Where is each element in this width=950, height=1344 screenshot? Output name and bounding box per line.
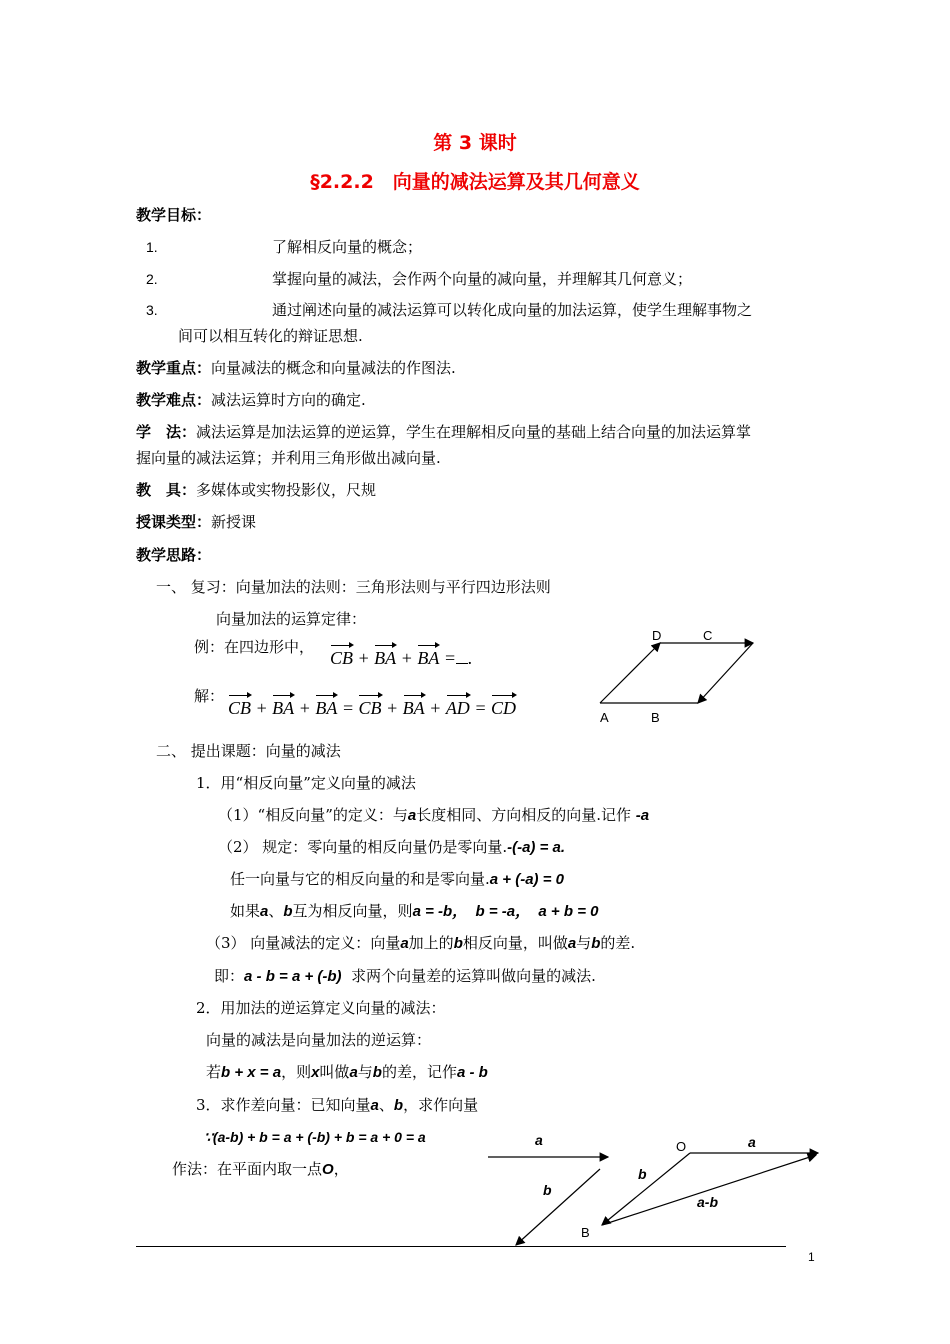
vector-term: CB	[228, 698, 252, 718]
vector-difference-figure	[480, 1125, 830, 1250]
vector-symbol: -a	[635, 807, 650, 824]
part2-heading: 二、 提出课题：向量的减法	[156, 742, 341, 760]
vector-symbol: b	[393, 1097, 404, 1114]
operator: =	[474, 698, 487, 718]
method-text: 减法运算是加法运算的逆运算，学生在理解相反向量的基础上结合向量的加法运算掌	[196, 423, 752, 441]
because-formula: ∵(a-b) + b = a + (-b) + b = a + 0 = a	[204, 1129, 426, 1145]
text: 即：	[214, 967, 245, 985]
solution-expression	[228, 698, 516, 718]
vector-term: CB	[330, 648, 354, 668]
formula: -(-a) = a.	[507, 839, 566, 856]
ideas-heading: 教学思路：	[136, 546, 212, 564]
text: 任一向量与它的相反向量的和是零向量.	[230, 870, 490, 888]
text: （1）“相反向量”的定义：与	[218, 806, 408, 824]
page-number: 1	[808, 1250, 815, 1264]
vector-symbol: b	[372, 1064, 382, 1081]
text: 互为相反向量，则	[292, 902, 413, 920]
objective-num: 1.	[146, 239, 158, 255]
example-label: 例：在四边形中，	[194, 638, 315, 656]
tools-label: 教 具：	[136, 481, 197, 499]
text: 若	[206, 1063, 222, 1081]
label-a: a	[535, 1132, 543, 1148]
text: ，则	[281, 1063, 312, 1081]
text: 与	[576, 934, 592, 952]
operator: +	[386, 698, 399, 718]
vector-symbol: x	[311, 1064, 320, 1081]
example-expression	[330, 648, 472, 668]
rule-line	[230, 869, 564, 890]
text: 求两个向量差的运算叫做向量的减法.	[351, 967, 596, 985]
text: 、	[268, 902, 284, 920]
operator: +	[298, 698, 311, 718]
formula: a + (-a) = 0	[489, 871, 564, 888]
text: 与	[357, 1063, 373, 1081]
vector-term: BA	[374, 648, 397, 668]
text: 的差.	[600, 934, 636, 952]
label-B: B	[651, 710, 660, 725]
footer-rule	[136, 1246, 786, 1247]
label-O: O	[676, 1139, 687, 1154]
rule-line	[214, 966, 596, 987]
objective-text: 通过阐述向量的减法运算可以转化成向量的加法运算，使学生理解事物之	[272, 301, 753, 319]
label-b-2: b	[638, 1166, 647, 1182]
vector-symbol: b	[453, 935, 463, 952]
label-a-2: a	[748, 1134, 756, 1150]
key-point	[136, 358, 456, 378]
vector-symbol: a	[260, 903, 269, 920]
objective-num: 2.	[146, 271, 158, 287]
vector-term: BA	[272, 698, 295, 718]
text: 3．求作差向量：已知向量	[196, 1096, 371, 1114]
lesson-type	[136, 512, 256, 532]
lesson-type-label: 授课类型：	[136, 513, 212, 531]
parallelogram-figure	[590, 625, 770, 725]
solution-label: 解：	[194, 687, 225, 705]
text: ，	[333, 1160, 349, 1178]
vector-term: CD	[490, 698, 516, 718]
operator: +	[255, 698, 268, 718]
vector-symbol: a	[349, 1064, 358, 1081]
vector-symbol: b	[283, 903, 293, 920]
construction-line	[172, 1159, 349, 1180]
operator: +	[357, 648, 370, 668]
vector-OB	[602, 1153, 690, 1225]
sub-heading-1: 1．用“相反向量”定义向量的减法	[196, 774, 416, 792]
text-line: 向量的减法是向量加法的逆运算：	[206, 1031, 432, 1049]
key-point-label: 教学重点：	[136, 359, 212, 377]
label-b: b	[543, 1182, 552, 1198]
operator: =	[341, 698, 354, 718]
vector-term: BA	[402, 698, 425, 718]
vector-symbol: b	[591, 935, 601, 952]
vector-symbol: a	[407, 807, 417, 824]
text: （3） 向量减法的定义：向量	[206, 934, 401, 952]
difficulty-text: 减法运算时方向的确定.	[211, 391, 366, 409]
key-point-text: 向量减法的概念和向量减法的作图法.	[211, 359, 456, 377]
vector-symbol: a	[370, 1097, 379, 1114]
formula: a - b = a + (-b)	[244, 968, 342, 985]
point-symbol: O	[322, 1161, 334, 1178]
vector-term: BA	[315, 698, 338, 718]
blank	[456, 653, 468, 664]
rule-line	[206, 933, 635, 954]
vector-term: AD	[445, 698, 470, 718]
rule-line	[218, 837, 565, 858]
vector-term: BA	[417, 648, 440, 668]
text: 加上的	[408, 934, 454, 952]
period: .	[467, 648, 473, 668]
text: 作法：在平面内取一点	[172, 1160, 323, 1178]
vector-term: CB	[358, 698, 382, 718]
difficulty	[136, 390, 366, 410]
text: （2） 规定：零向量的相反向量仍是零向量.	[218, 838, 508, 856]
operator: =	[443, 648, 456, 668]
addition-law: 向量加法的运算定律：	[216, 610, 367, 628]
text: 长度相同、方向相反的向量.记作	[416, 806, 632, 824]
formula: b + x = a	[221, 1064, 282, 1081]
sub-heading-3	[196, 1095, 478, 1116]
formula: a = -b， b = -a， a + b = 0	[412, 903, 599, 920]
tools	[136, 480, 376, 500]
text: ，求作向量	[403, 1096, 479, 1114]
text: 相反向量，叫做	[462, 934, 568, 952]
label-D: D	[652, 628, 662, 643]
vector-symbol: a	[400, 935, 409, 952]
part1-heading: 一、 复习：向量加法的法则：三角形法则与平行四边形法则	[156, 578, 551, 596]
tools-text: 多媒体或实物投影仪，尺规	[196, 481, 377, 499]
label-A: A	[600, 710, 609, 725]
sub-heading-2: 2．用加法的逆运算定义向量的减法：	[196, 999, 446, 1017]
objective-text: 掌握向量的减法，会作两个向量的减向量，并理解其几何意义；	[272, 270, 693, 288]
objective-num: 3.	[146, 302, 158, 318]
label-C: C	[703, 628, 713, 643]
section-title: §2.2.2 向量的减法运算及其几何意义	[310, 171, 640, 193]
text: 叫做	[319, 1063, 350, 1081]
lesson-title: 第 3 课时	[433, 132, 517, 154]
rule-line	[230, 901, 598, 922]
vector-symbol: a	[567, 935, 577, 952]
method-label: 学 法：	[136, 423, 197, 441]
objective-text: 了解相反向量的概念；	[272, 238, 423, 256]
method-text-cont: 握向量的减法运算；并利用三角形做出减向量.	[136, 449, 441, 467]
objective-text-cont: 间可以相互转化的辩证思想.	[178, 327, 363, 345]
method	[136, 422, 751, 442]
objectives-heading: 教学目标：	[136, 206, 212, 224]
formula: a - b	[456, 1064, 488, 1081]
label-B: B	[581, 1225, 590, 1240]
rule-line	[206, 1062, 488, 1083]
operator: +	[429, 698, 442, 718]
label-a-minus-b: a-b	[697, 1194, 718, 1210]
edge-CB	[698, 643, 753, 703]
operator: +	[400, 648, 413, 668]
text: 的差，记作	[381, 1063, 457, 1081]
lesson-type-text: 新授课	[211, 513, 257, 531]
edge-AD	[600, 643, 660, 703]
difficulty-label: 教学难点：	[136, 391, 212, 409]
text: 如果	[230, 902, 261, 920]
vector-BA	[602, 1155, 816, 1225]
definition-line	[218, 805, 649, 826]
text: 、	[378, 1096, 394, 1114]
